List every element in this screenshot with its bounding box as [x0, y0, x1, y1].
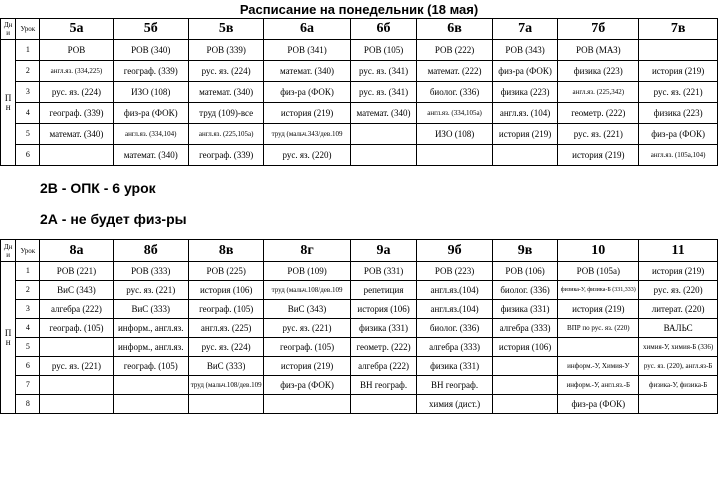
lesson-cell [417, 281, 492, 300]
subject-text: географ. (105) [49, 322, 104, 333]
lesson-number: 8 [16, 395, 40, 414]
lesson-cell [113, 395, 188, 414]
lesson-cell [264, 262, 350, 281]
subject-text: англ.яз. (225,342) [572, 87, 625, 96]
subject-text: рус. яз. (224) [51, 86, 101, 97]
subject-text: история (219) [280, 107, 334, 118]
subject-text: РОВ (106) [505, 265, 545, 276]
subject-text: физ-ра (ФОК) [651, 128, 705, 139]
page-title: Расписание на понедельник (18 мая) [239, 2, 479, 17]
subject-text: труд (мальч.108/дев.109 [271, 285, 343, 294]
lesson-cell [350, 376, 417, 395]
lesson-cell [113, 281, 188, 300]
lesson-number: 2 [16, 61, 40, 82]
lesson-cell [492, 61, 558, 82]
subject-text: РОВ (339) [206, 44, 246, 55]
subject-text: РОВ [67, 44, 86, 55]
subject-text: физика (223) [573, 65, 623, 76]
subject-text: геометр. (222) [571, 107, 626, 118]
lesson-cell [350, 124, 417, 145]
lesson-cell [264, 395, 350, 414]
subject-text: англ.яз.(104) [430, 303, 479, 314]
subject-text: РОВ (343) [505, 44, 545, 55]
lesson-cell [558, 319, 639, 338]
lesson-cell [188, 40, 263, 61]
subject-text: физ-ра (ФОК) [280, 379, 334, 390]
subject-text: географ. (339) [49, 107, 104, 118]
lesson-cell [40, 395, 113, 414]
subject-text: история (106) [498, 341, 552, 352]
lesson-cell [40, 376, 113, 395]
subject-text: РОВ (109) [287, 265, 327, 276]
lesson-cell [639, 61, 718, 82]
lesson-cell [492, 319, 558, 338]
subject-text: физ-ра (ФОК) [571, 398, 626, 409]
subject-text: англ.яз. (104) [499, 107, 551, 118]
subject-text: история (219) [498, 128, 552, 139]
table-row [1, 262, 718, 281]
lesson-cell [558, 357, 639, 376]
lesson-cell [113, 61, 188, 82]
lesson-cell [639, 82, 718, 103]
lesson-cell [639, 281, 718, 300]
lesson-cell [113, 300, 188, 319]
class-header: 11 [639, 240, 718, 262]
lesson-cell [113, 357, 188, 376]
subject-text: РОВ (МАЗ) [575, 44, 621, 55]
lesson-cell [417, 395, 492, 414]
class-header: 9б [417, 240, 492, 262]
lesson-cell [188, 103, 263, 124]
lesson-cell [492, 82, 558, 103]
class-header: 5а [40, 19, 113, 40]
lesson-cell [188, 300, 263, 319]
table-row [1, 145, 718, 166]
lesson-cell [40, 82, 113, 103]
class-header: 6а [264, 19, 350, 40]
lesson-cell [113, 124, 188, 145]
table-row [1, 61, 718, 82]
subject-text: РОВ (105а) [576, 265, 620, 276]
lesson-header: Урок [16, 240, 40, 262]
lesson-cell [639, 376, 718, 395]
lesson-cell [113, 319, 188, 338]
lesson-cell [264, 300, 350, 319]
day-letter: П [4, 92, 12, 103]
subject-text: история (106) [357, 303, 410, 314]
subject-text: физика (331) [500, 303, 550, 314]
lesson-cell [492, 376, 558, 395]
class-header: 8в [188, 240, 263, 262]
subject-text: литерат. (220) [651, 303, 705, 314]
lesson-number: 5 [16, 124, 40, 145]
subject-text: рус. яз. (224) [201, 341, 251, 352]
class-header: 6б [350, 19, 417, 40]
subject-text: физика-У, физика-Б [648, 380, 708, 389]
lesson-cell [492, 145, 558, 166]
lesson-cell [113, 338, 188, 357]
lesson-number: 1 [16, 40, 40, 61]
lesson-cell [417, 82, 492, 103]
lesson-cell [558, 124, 639, 145]
subject-text: математ. (222) [427, 65, 482, 76]
lesson-cell [188, 395, 263, 414]
lesson-cell [264, 145, 350, 166]
lesson-cell [350, 357, 417, 376]
subject-text: алгебра (222) [358, 360, 410, 371]
subject-text: РОВ (341) [287, 44, 327, 55]
subject-text: рус. яз. (341) [359, 86, 409, 97]
subject-text: история (219) [651, 265, 705, 276]
subject-text: РОВ (340) [131, 44, 171, 55]
subject-text: геометр. (222) [356, 341, 411, 352]
class-header: 7а [492, 19, 558, 40]
lesson-cell [558, 281, 639, 300]
class-header: 9в [492, 240, 558, 262]
subject-text: рус. яз. (224) [201, 65, 251, 76]
subject-text: РОВ (223) [434, 265, 475, 276]
lesson-cell [558, 338, 639, 357]
lesson-cell [40, 300, 113, 319]
lesson-cell [350, 103, 417, 124]
lesson-number: 4 [16, 319, 40, 338]
lesson-cell [639, 357, 718, 376]
lesson-cell [264, 82, 350, 103]
table-row [1, 82, 718, 103]
day-letter: П [4, 327, 12, 338]
subject-text: математ. (340) [123, 149, 178, 160]
lesson-cell [558, 145, 639, 166]
lesson-cell [264, 338, 350, 357]
lesson-cell [558, 61, 639, 82]
class-header: 5б [113, 19, 188, 40]
lesson-cell [40, 124, 113, 145]
subject-text: РОВ (221) [56, 265, 97, 276]
lesson-cell [264, 376, 350, 395]
subject-text: ВиС (343) [287, 303, 327, 314]
table-row [1, 103, 718, 124]
lesson-cell [264, 40, 350, 61]
subject-text: РОВ (105) [363, 44, 404, 55]
table-row [1, 376, 718, 395]
lesson-cell [350, 82, 417, 103]
subject-text: физ-ра (ФОК) [280, 86, 334, 97]
day-letter: н [5, 101, 11, 112]
lesson-cell [639, 145, 718, 166]
lesson-cell [264, 281, 350, 300]
subject-text: англ.яз. (105а,104) [650, 150, 706, 159]
lesson-number: 6 [16, 357, 40, 376]
lesson-cell [350, 262, 417, 281]
lesson-number: 6 [16, 145, 40, 166]
lesson-cell [417, 103, 492, 124]
lesson-cell [350, 281, 417, 300]
class-header: 10 [558, 240, 639, 262]
subject-text: ИЗО (108) [131, 86, 171, 97]
lesson-cell [350, 338, 417, 357]
subject-text: ВАЛЬС [663, 322, 693, 333]
subject-text: математ. (340) [356, 107, 411, 118]
lesson-cell [558, 262, 639, 281]
lesson-cell [113, 376, 188, 395]
lesson-number: 4 [16, 103, 40, 124]
class-header: 8г [264, 240, 350, 262]
note-pe: 2А - не будет физ-ры [40, 211, 187, 227]
lesson-cell [417, 145, 492, 166]
subject-text: ИЗО (108) [434, 128, 475, 139]
subject-text: англ.яз. (334,105а) [427, 108, 482, 117]
lesson-cell [492, 262, 558, 281]
subject-text: алгебра (222) [50, 303, 102, 314]
class-header: 8а [40, 240, 113, 262]
lesson-cell [558, 300, 639, 319]
lesson-cell [350, 145, 417, 166]
lesson-cell [350, 319, 417, 338]
subject-text: биолог. (336) [500, 284, 550, 295]
subject-text: алгебра (333) [429, 341, 481, 352]
lesson-cell [639, 40, 718, 61]
lesson-cell [639, 319, 718, 338]
table-row [1, 300, 718, 319]
subject-text: физика (331) [359, 322, 409, 333]
lesson-cell [417, 262, 492, 281]
table-row [1, 40, 718, 61]
lesson-cell [40, 103, 113, 124]
subject-text: химия-У, химия-Б (336) [643, 342, 714, 351]
lesson-cell [188, 124, 263, 145]
lesson-cell [639, 124, 718, 145]
lesson-cell [639, 300, 718, 319]
lesson-cell [558, 103, 639, 124]
lesson-cell [492, 300, 558, 319]
lesson-cell [492, 357, 558, 376]
subject-text: географ. (105) [123, 360, 178, 371]
lesson-cell [492, 103, 558, 124]
subject-text: информ., англ.яз. [117, 322, 184, 333]
lesson-cell [188, 145, 263, 166]
subject-text: рус. яз. (221) [282, 322, 332, 333]
subject-text: географ. (105) [279, 341, 335, 352]
lesson-cell [417, 319, 492, 338]
table-row [1, 319, 718, 338]
subject-text: географ. (105) [199, 303, 254, 314]
subject-text: информ.-У, Химия-У [567, 361, 630, 370]
subject-text: англ.яз. (334,104) [124, 129, 177, 138]
subject-text: англ.яз.(104) [430, 284, 479, 295]
lesson-cell [188, 281, 263, 300]
lesson-cell [350, 300, 417, 319]
lesson-cell [639, 262, 718, 281]
subject-text: математ. (340) [280, 65, 335, 76]
lesson-cell [417, 357, 492, 376]
class-header: 6в [417, 19, 492, 40]
subject-text: РОВ (225) [206, 265, 246, 276]
day-cell [1, 40, 16, 166]
subject-text: математ. (340) [49, 128, 104, 139]
subject-text: ВиС (333) [131, 303, 171, 314]
day-cell [1, 262, 16, 414]
lesson-cell [558, 82, 639, 103]
subject-text: физика (223) [653, 107, 703, 118]
class-header: 8б [113, 240, 188, 262]
lesson-cell [40, 338, 113, 357]
table-row [1, 338, 718, 357]
lesson-cell [188, 338, 263, 357]
subject-text: рус. яз. (220) [282, 149, 332, 160]
lesson-cell [188, 319, 263, 338]
lesson-cell [558, 376, 639, 395]
lesson-cell [188, 262, 263, 281]
subject-text: информ.-У, англ.яз.-Б [566, 380, 631, 389]
lesson-cell [492, 40, 558, 61]
lesson-cell [417, 124, 492, 145]
day-header: Дн и [1, 19, 16, 40]
lesson-cell [113, 40, 188, 61]
subject-text: рус. яз. (220), англ.яз-Б [643, 361, 713, 370]
day-header: Дн и [1, 240, 16, 262]
lesson-cell [113, 103, 188, 124]
class-header: 7в [639, 19, 718, 40]
lesson-cell [558, 395, 639, 414]
subject-text: история (219) [651, 65, 705, 76]
lesson-cell [417, 300, 492, 319]
subject-text: история (106) [199, 284, 253, 295]
table-row [1, 357, 718, 376]
lesson-cell [264, 357, 350, 376]
lesson-cell [417, 338, 492, 357]
subject-text: рус. яз. (221) [653, 86, 703, 97]
lesson-cell [350, 395, 417, 414]
lesson-cell [40, 357, 113, 376]
lesson-cell [40, 281, 113, 300]
lesson-number: 5 [16, 338, 40, 357]
subject-text: биолог. (336) [429, 86, 480, 97]
subject-text: физика (223) [500, 86, 550, 97]
lesson-cell [417, 40, 492, 61]
subject-text: ВиС (333) [206, 360, 246, 371]
lesson-cell [264, 103, 350, 124]
subject-text: физ-ра (ФОК) [123, 107, 178, 118]
subject-text: ВН географ. [431, 379, 479, 390]
class-header: 5в [188, 19, 263, 40]
subject-text: труд (мальч.108/дев.109 [190, 380, 262, 389]
lesson-cell [113, 262, 188, 281]
subject-text: физика (331) [430, 360, 480, 371]
lesson-number: 2 [16, 281, 40, 300]
note-opk: 2В - ОПК - 6 урок [40, 180, 156, 196]
subject-text: физ-ра (ФОК) [498, 65, 552, 76]
lesson-cell [558, 40, 639, 61]
lesson-cell [40, 319, 113, 338]
table-row [1, 395, 718, 414]
lesson-cell [492, 395, 558, 414]
lesson-cell [417, 376, 492, 395]
lesson-number: 3 [16, 82, 40, 103]
schedule-table-1 [0, 18, 718, 166]
subject-text: РОВ (331) [363, 265, 404, 276]
lesson-cell [639, 103, 718, 124]
subject-text: ВПР по рус. яз. (220) [567, 323, 630, 332]
lesson-cell [113, 145, 188, 166]
class-header: 7б [558, 19, 639, 40]
subject-text: история (219) [280, 360, 334, 371]
subject-text: история (219) [572, 303, 625, 314]
subject-text: труд (мальч.343/дев.109 [271, 129, 343, 138]
lesson-cell [350, 40, 417, 61]
subject-text: географ. (339) [199, 149, 254, 160]
lesson-cell [40, 40, 113, 61]
subject-text: географ. (339) [123, 65, 178, 76]
lesson-cell [40, 262, 113, 281]
subject-text: ВиС (343) [57, 284, 96, 295]
subject-text: химия (дист.) [429, 398, 481, 409]
subject-text: РОВ (222) [434, 44, 475, 55]
subject-text: рус. яз. (221) [126, 284, 176, 295]
subject-text: англ.яз. (334,225) [50, 66, 103, 75]
lesson-cell [350, 61, 417, 82]
lesson-cell [188, 82, 263, 103]
lesson-cell [40, 61, 113, 82]
lesson-number: 3 [16, 300, 40, 319]
subject-text: англ.яз. (225) [200, 322, 252, 333]
lesson-cell [113, 82, 188, 103]
subject-text: труд (109)-все [199, 107, 254, 118]
table-row [1, 124, 718, 145]
lesson-cell [492, 124, 558, 145]
subject-text: рус. яз. (221) [573, 128, 623, 139]
table-row [1, 281, 718, 300]
subject-text: репетиция [363, 284, 404, 295]
lesson-cell [264, 124, 350, 145]
subject-text: рус. яз. (221) [51, 360, 101, 371]
subject-text: англ.яз. (225,105а) [198, 129, 254, 138]
lesson-cell [417, 61, 492, 82]
lesson-cell [188, 376, 263, 395]
schedule-table-2 [0, 239, 718, 414]
lesson-cell [492, 281, 558, 300]
subject-text: информ., англ.яз. [117, 341, 184, 352]
class-header: 9а [350, 240, 417, 262]
lesson-number: 7 [16, 376, 40, 395]
subject-text: физика-У, физика-Б (331,333) [560, 287, 636, 293]
lesson-header: Урок [16, 19, 40, 40]
subject-text: биолог. (336) [429, 322, 480, 333]
lesson-cell [40, 145, 113, 166]
subject-text: история (219) [572, 149, 625, 160]
lesson-number: 1 [16, 262, 40, 281]
subject-text: рус. яз. (220) [653, 284, 703, 295]
lesson-cell [188, 357, 263, 376]
day-letter: н [5, 336, 11, 347]
lesson-cell [264, 61, 350, 82]
lesson-cell [639, 395, 718, 414]
lesson-cell [188, 61, 263, 82]
lesson-cell [264, 319, 350, 338]
lesson-cell [639, 338, 718, 357]
subject-text: рус. яз. (341) [359, 65, 409, 76]
subject-text: алгебра (333) [499, 322, 551, 333]
lesson-cell [492, 338, 558, 357]
subject-text: РОВ (333) [131, 265, 171, 276]
subject-text: ВН географ. [359, 379, 408, 390]
subject-text: математ. (340) [199, 86, 254, 97]
